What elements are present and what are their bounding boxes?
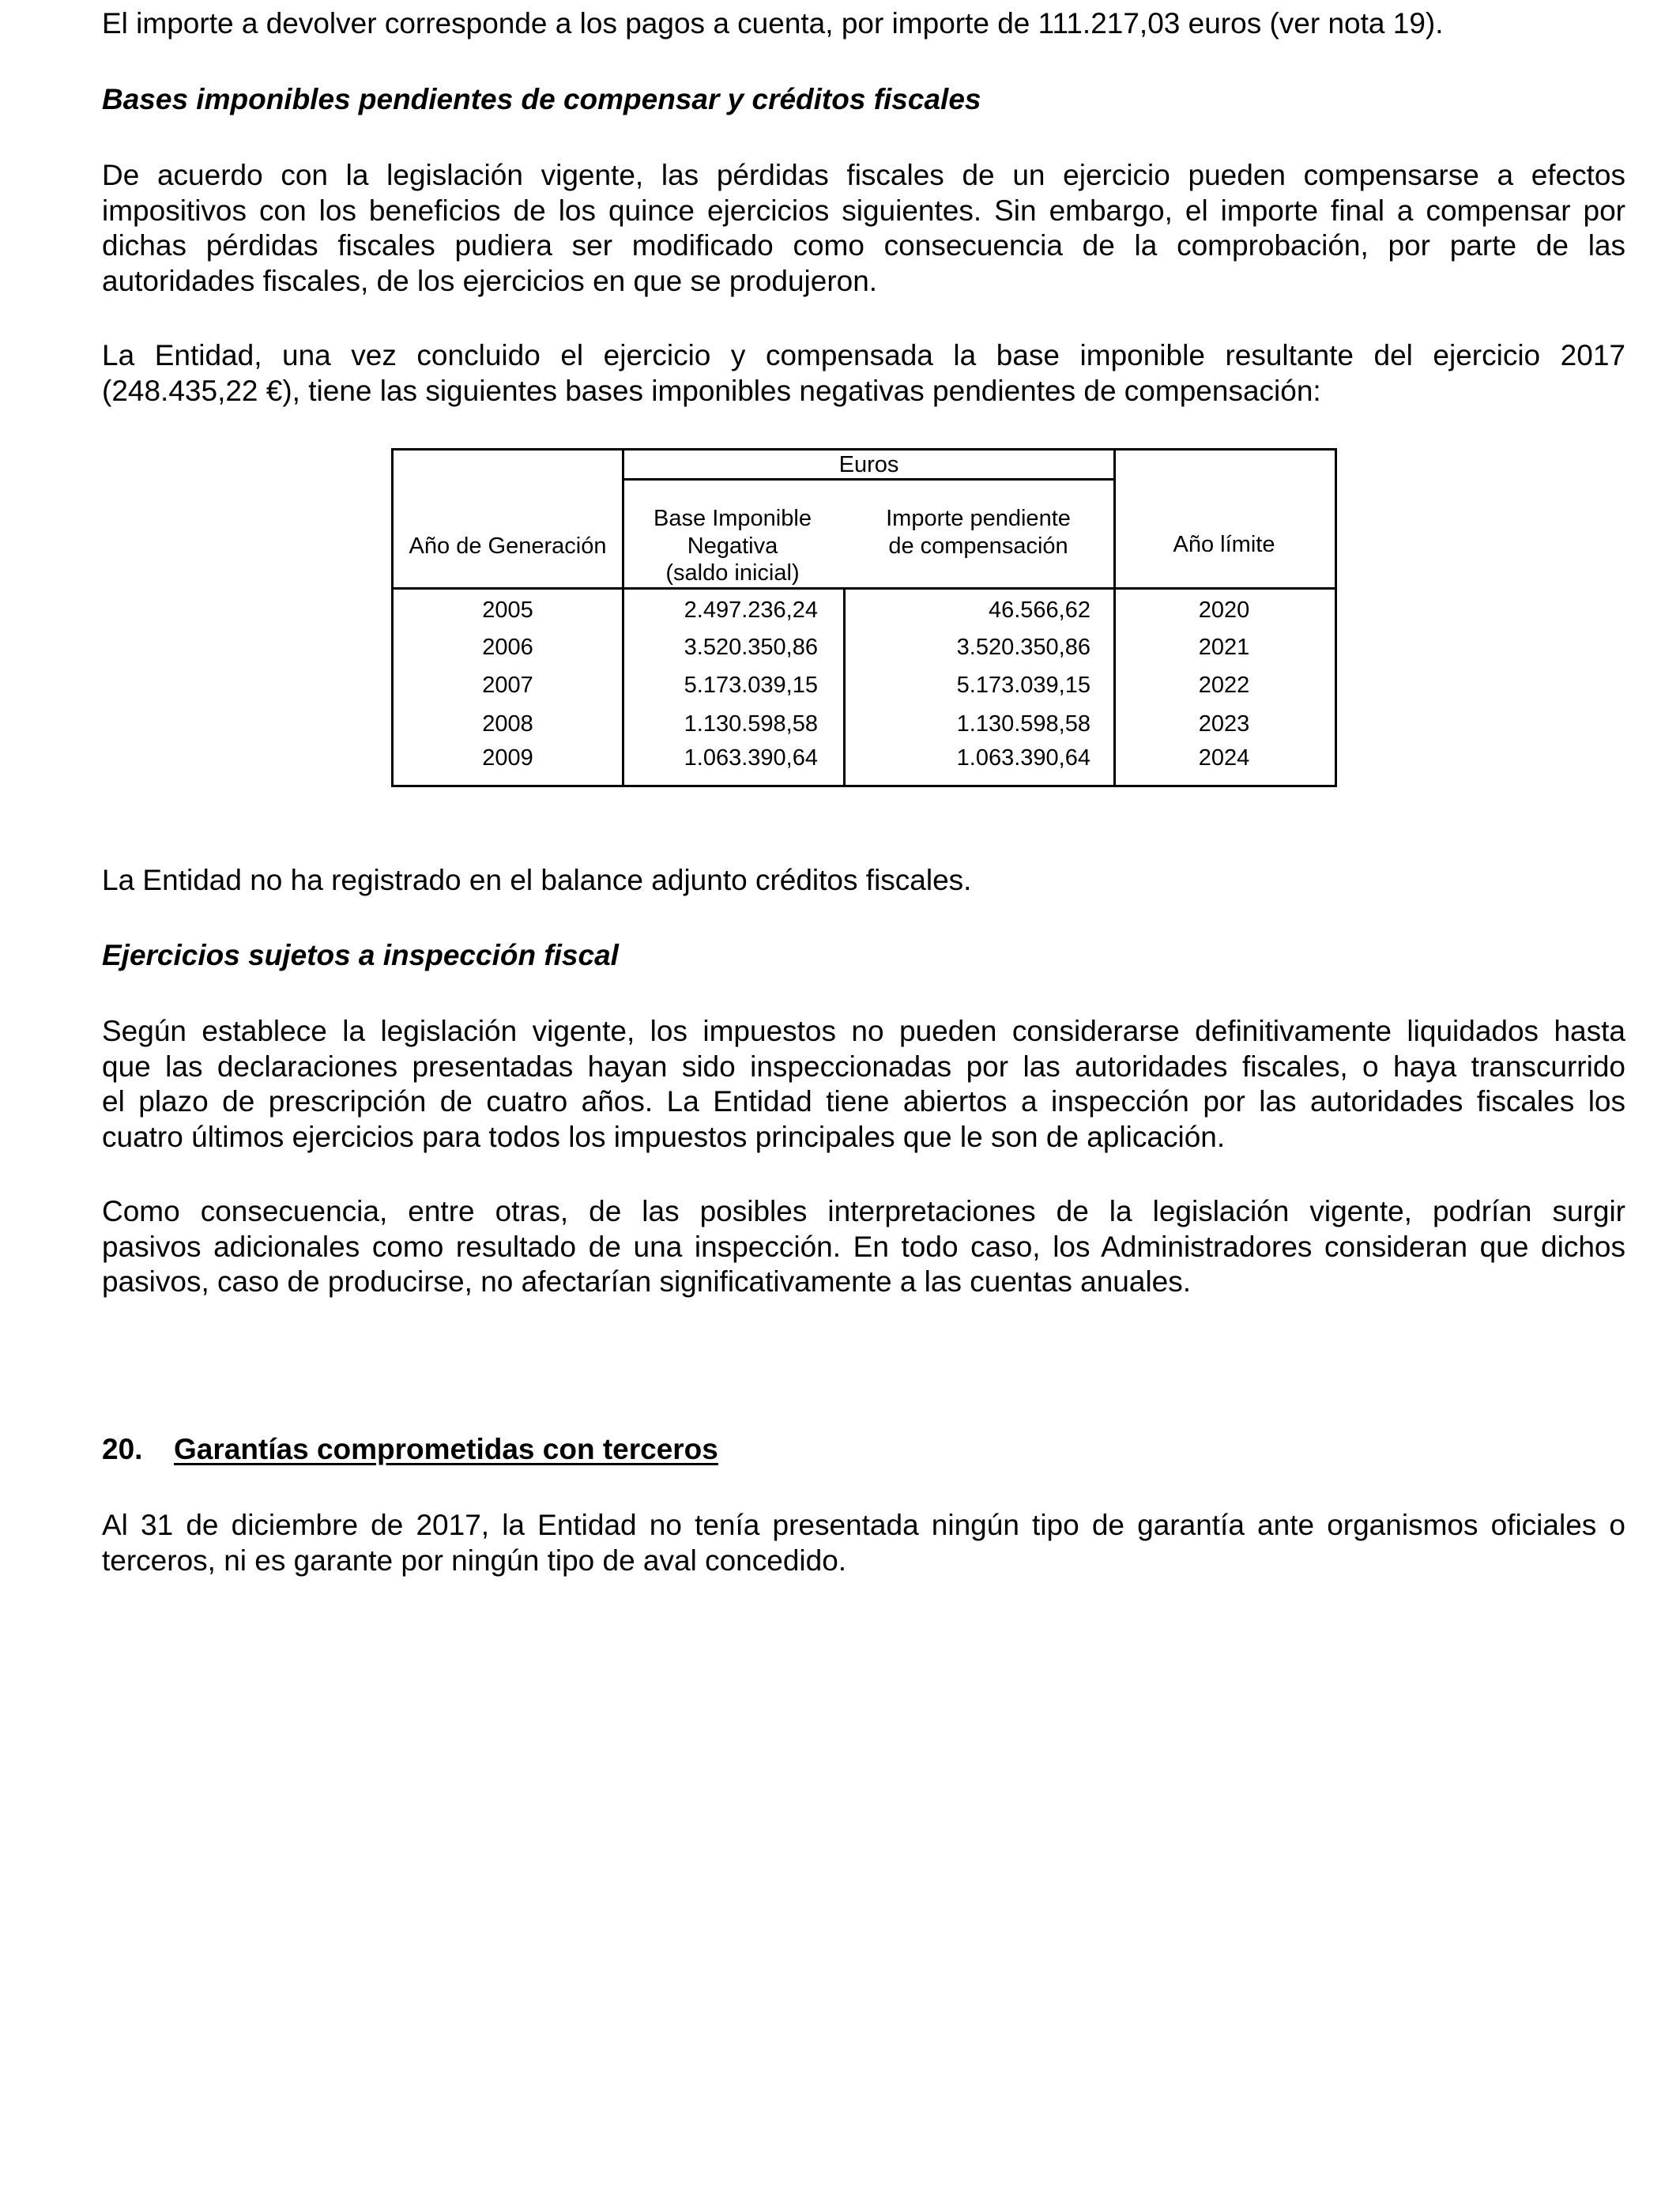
text-line: terceros, ni es garante por ningún tipo de aval concedido. [102,1544,847,1577]
table-cell-pending: 1.130.598,58 [956,711,1090,737]
table-cell-base: 2.497.236,24 [684,598,818,623]
table-header-pending: de compensación [888,533,1068,559]
paragraph-garantias [102,1508,1625,1578]
text-line: pasivos, caso de producirse, no afectarían significativamente a las cuentas anuales. [102,1265,1192,1298]
table-header-year: Año de Generación [409,533,607,559]
table-divider [394,587,1335,590]
heading-ejercicios-inspeccion: Ejercicios sujetos a inspección fiscal [102,939,619,971]
table-cell-pending: 5.173.039,15 [956,673,1090,698]
table-cell-base: 1.130.598,58 [684,711,818,737]
text-line: La Entidad no ha registrado en el balance adjunto créditos fiscales. [102,864,972,896]
section-title: Garantías comprometidas con terceros [174,1433,718,1465]
paragraph-creditos [102,863,1625,899]
text-line: De acuerdo con la legislación vigente, las pérdidas fiscales de un ejercicio pueden compensarse a efectos [102,159,1625,191]
table-cell-year: 2006 [482,635,533,660]
text-line: dichas pérdidas fiscales pudiera ser modificado como consecuencia de la comprobación, por parte de las [102,229,1625,262]
table-cell-year: 2005 [482,598,533,623]
text-line: La Entidad, una vez concluido el ejercicio y compensada la base imponible resultante del ejercicio 2017 [102,339,1625,371]
text-line: (248.435,22 €), tiene las siguientes bases imponibles negativas pendientes de compensación: [102,374,1321,407]
table-header-base: Base Imponible [654,506,812,531]
table-header-limit: Año límite [1173,532,1275,557]
text-line: Como consecuencia, entre otras, de las posibles interpretaciones de la legislación vigente, podrían surgir [102,1195,1625,1227]
table-cell-limit: 2022 [1198,673,1250,698]
table-cell-base: 1.063.390,64 [684,745,818,771]
table-header-pending: Importe pendiente [886,506,1071,531]
text-line: Según establece la legislación vigente, los impuestos no pueden considerarse definitivamente liquidados hasta [102,1015,1625,1047]
table-cell-pending: 46.566,62 [988,598,1090,623]
table-divider [622,478,1116,481]
heading-bases-imponibles: Bases imponibles pendientes de compensar y créditos fiscales [102,83,981,115]
section-20-heading [102,1432,718,1467]
table-cell-pending: 3.520.350,86 [956,635,1090,660]
table-cell-limit: 2024 [1198,745,1250,771]
table-group-header: Euros [838,452,899,477]
paragraph-legislacion [102,158,1625,299]
paragraph-consecuencia [102,1194,1625,1300]
table-cell-base: 5.173.039,15 [684,673,818,698]
text-line: el plazo de prescripción de cuatro años. La Entidad tiene abiertos a inspección por las autoridades fiscales los [102,1085,1625,1118]
text-line: que las declaraciones presentadas hayan sido inspeccionadas por las autoridades fiscales, o haya transcurrido [102,1050,1625,1083]
bases-imponibles-table [391,448,1337,787]
table-cell-year: 2007 [482,673,533,698]
paragraph-refund [102,6,1625,42]
text-line: autoridades fiscales, de los ejercicios en que se produjeron. [102,264,878,297]
section-number: 20. [102,1433,143,1465]
table-cell-limit: 2023 [1198,711,1250,737]
text-line: Al 31 de diciembre de 2017, la Entidad no tenía presentada ningún tipo de garantía ante organismos oficiales o [102,1509,1625,1541]
table-cell-pending: 1.063.390,64 [956,745,1090,771]
paragraph-segun [102,1014,1625,1155]
table-cell-year: 2008 [482,711,533,737]
text-line: pasivos adicionales como resultado de una inspección. En todo caso, los Administradores consideran que dichos [102,1230,1625,1263]
table-cell-base: 3.520.350,86 [684,635,818,660]
table-cell-year: 2009 [482,745,533,771]
paragraph-entidad [102,338,1625,409]
table-header-base: Negativa [687,533,778,559]
text-line: El importe a devolver corresponde a los pagos a cuenta, por importe de 111.217,03 euros (ver nota 19). [102,7,1444,40]
table-cell-limit: 2020 [1198,598,1250,623]
text-line: impositivos con los beneficios de los quince ejercicios siguientes. Sin embargo, el importe final a compensar por [102,194,1625,227]
table-header-base: (saldo inicial) [665,560,800,586]
text-line: cuatro últimos ejercicios para todos los impuestos principales que le son de aplicación. [102,1120,1226,1153]
table-cell-limit: 2021 [1198,635,1250,660]
